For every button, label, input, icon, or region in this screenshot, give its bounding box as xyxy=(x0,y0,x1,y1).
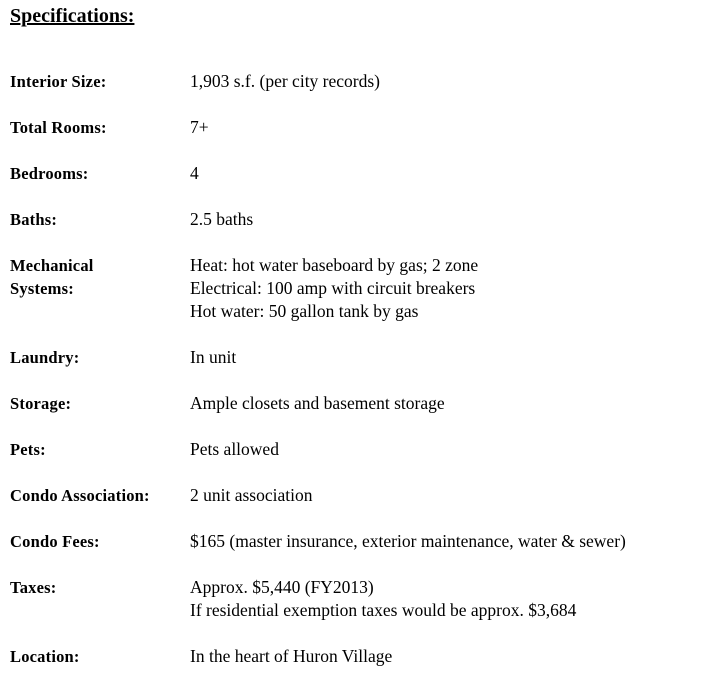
spec-label-line: Mechanical xyxy=(10,256,94,275)
spec-label: Total Rooms: xyxy=(10,118,107,137)
spec-value-line: 2 unit association xyxy=(190,485,313,505)
spec-value xyxy=(190,530,715,553)
spec-value xyxy=(190,645,715,668)
spec-value xyxy=(190,438,715,461)
spec-label: Storage: xyxy=(10,394,72,413)
spec-label: Interior Size: xyxy=(10,72,107,91)
spec-value xyxy=(190,208,715,231)
spec-label-line: Systems: xyxy=(10,279,74,298)
spec-value xyxy=(190,576,715,622)
spec-label: Taxes: xyxy=(10,578,57,597)
spec-value-line: Pets allowed xyxy=(190,439,279,459)
spec-label: Pets: xyxy=(10,440,46,459)
spec-value xyxy=(190,116,715,139)
spec-value-line: Electrical: 100 amp with circuit breakers xyxy=(190,278,476,298)
spec-label xyxy=(10,254,185,300)
spec-value xyxy=(190,392,715,415)
spec-value-line: 2.5 baths xyxy=(190,209,254,229)
spec-value-line: Heat: hot water baseboard by gas; 2 zone xyxy=(190,255,479,275)
spec-label: Location: xyxy=(10,647,80,666)
spec-value-line: 1,903 s.f. (per city records) xyxy=(190,71,381,91)
spec-value xyxy=(190,162,715,185)
spec-label: Bedrooms: xyxy=(10,164,89,183)
spec-value-line: $165 (master insurance, exterior maintenance, water & sewer) xyxy=(190,531,626,551)
spec-label: Laundry: xyxy=(10,348,80,367)
spec-value-line: Ample closets and basement storage xyxy=(190,393,445,413)
spec-value xyxy=(190,254,715,323)
spec-value-line: Approx. $5,440 (FY2013) xyxy=(190,577,374,597)
spec-label: Baths: xyxy=(10,210,58,229)
spec-value-line: 7+ xyxy=(190,117,209,137)
spec-value xyxy=(190,484,715,507)
spec-label: Condo Association: xyxy=(10,486,150,505)
spec-value-line: In unit xyxy=(190,347,237,367)
page-title: Specifications: xyxy=(10,5,135,27)
spec-value-line: If residential exemption taxes would be approx. $3,684 xyxy=(190,600,577,620)
spec-value xyxy=(190,346,715,369)
spec-value xyxy=(190,70,715,93)
spec-value-line: In the heart of Huron Village xyxy=(190,646,393,666)
spec-label: Condo Fees: xyxy=(10,532,100,551)
spec-value-line: Hot water: 50 gallon tank by gas xyxy=(190,301,419,321)
spec-value-line: 4 xyxy=(190,163,199,183)
